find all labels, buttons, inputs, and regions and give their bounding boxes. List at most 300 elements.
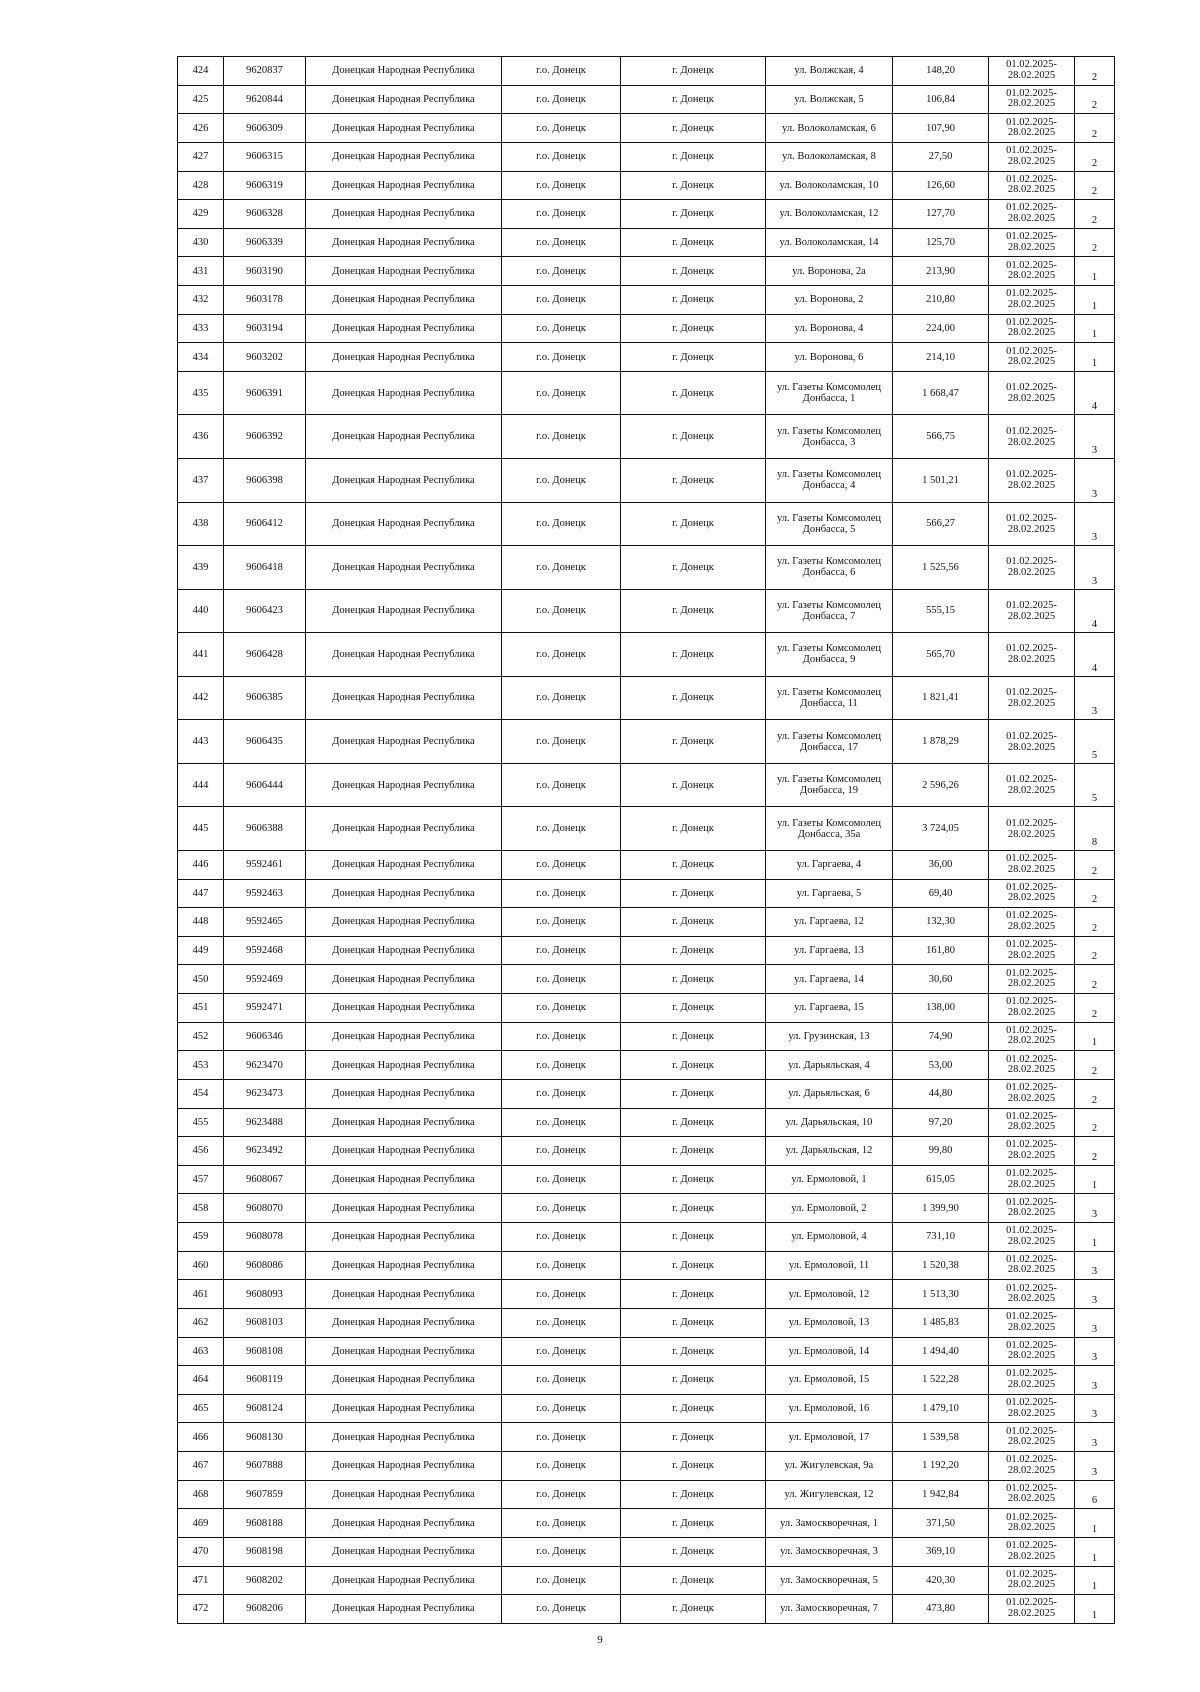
cell-code: 9623470 [224, 1051, 306, 1080]
cell-district: г.о. Донецк [502, 1595, 621, 1624]
cell-number: 432 [178, 286, 224, 315]
cell-address: ул. Ермоловой, 11 [766, 1251, 893, 1280]
cell-district: г.о. Донецк [502, 1137, 621, 1166]
cell-area: 1 942,84 [893, 1480, 989, 1509]
cell-code: 9608198 [224, 1537, 306, 1566]
cell-area: 1 668,47 [893, 371, 989, 415]
cell-count: 3 [1075, 1280, 1115, 1309]
cell-area: 555,15 [893, 589, 989, 633]
cell-number: 462 [178, 1308, 224, 1337]
cell-area: 69,40 [893, 879, 989, 908]
document-table [177, 56, 1115, 1624]
cell-address: ул. Гаргаева, 13 [766, 936, 893, 965]
cell-period: 01.02.2025-28.02.2025 [989, 415, 1075, 459]
cell-period: 01.02.2025-28.02.2025 [989, 114, 1075, 143]
cell-area: 566,75 [893, 415, 989, 459]
cell-period: 01.02.2025-28.02.2025 [989, 286, 1075, 315]
cell-count: 2 [1075, 936, 1115, 965]
table-row [178, 371, 1115, 415]
cell-number: 433 [178, 314, 224, 343]
cell-code: 9608119 [224, 1366, 306, 1395]
cell-count: 2 [1075, 114, 1115, 143]
table-row [178, 257, 1115, 286]
table-row [178, 807, 1115, 851]
cell-address: ул. Воронова, 6 [766, 343, 893, 372]
cell-area: 213,90 [893, 257, 989, 286]
cell-region: Донецкая Народная Республика [306, 589, 502, 633]
cell-period: 01.02.2025-28.02.2025 [989, 343, 1075, 372]
table-row [178, 1537, 1115, 1566]
cell-code: 9608124 [224, 1394, 306, 1423]
cell-count: 3 [1075, 1251, 1115, 1280]
table-row [178, 1566, 1115, 1595]
cell-period: 01.02.2025-28.02.2025 [989, 200, 1075, 229]
cell-count: 2 [1075, 142, 1115, 171]
table-row [178, 57, 1115, 86]
cell-number: 461 [178, 1280, 224, 1309]
table-row [178, 200, 1115, 229]
cell-count: 2 [1075, 200, 1115, 229]
table-row [178, 936, 1115, 965]
cell-address: ул. Замоскворечная, 1 [766, 1509, 893, 1538]
cell-period: 01.02.2025-28.02.2025 [989, 1480, 1075, 1509]
cell-district: г.о. Донецк [502, 1480, 621, 1509]
cell-district: г.о. Донецк [502, 1566, 621, 1595]
cell-address: ул. Газеты Комсомолец Донбасса, 1 [766, 371, 893, 415]
cell-number: 439 [178, 546, 224, 590]
cell-city: г. Донецк [621, 879, 766, 908]
cell-city: г. Донецк [621, 546, 766, 590]
cell-city: г. Донецк [621, 763, 766, 807]
cell-number: 467 [178, 1452, 224, 1481]
table-row [178, 1194, 1115, 1223]
cell-code: 9606346 [224, 1022, 306, 1051]
cell-address: ул. Ермоловой, 15 [766, 1366, 893, 1395]
cell-number: 471 [178, 1566, 224, 1595]
cell-address: ул. Газеты Комсомолец Донбасса, 19 [766, 763, 893, 807]
cell-count: 3 [1075, 1337, 1115, 1366]
cell-count: 2 [1075, 57, 1115, 86]
table-row [178, 1165, 1115, 1194]
cell-district: г.о. Донецк [502, 965, 621, 994]
cell-city: г. Донецк [621, 1194, 766, 1223]
table-row [178, 1280, 1115, 1309]
cell-count: 1 [1075, 1223, 1115, 1252]
cell-city: г. Донецк [621, 1165, 766, 1194]
cell-city: г. Донецк [621, 371, 766, 415]
cell-count: 5 [1075, 720, 1115, 764]
cell-number: 431 [178, 257, 224, 286]
cell-area: 1 878,29 [893, 720, 989, 764]
table-row [178, 1452, 1115, 1481]
cell-district: г.о. Донецк [502, 1337, 621, 1366]
cell-period: 01.02.2025-28.02.2025 [989, 1308, 1075, 1337]
cell-number: 458 [178, 1194, 224, 1223]
cell-district: г.о. Донецк [502, 1251, 621, 1280]
cell-area: 148,20 [893, 57, 989, 86]
cell-count: 1 [1075, 257, 1115, 286]
cell-period: 01.02.2025-28.02.2025 [989, 676, 1075, 720]
cell-code: 9608070 [224, 1194, 306, 1223]
cell-count: 2 [1075, 908, 1115, 937]
cell-code: 9603202 [224, 343, 306, 372]
table-row [178, 879, 1115, 908]
cell-number: 470 [178, 1537, 224, 1566]
cell-area: 53,00 [893, 1051, 989, 1080]
cell-city: г. Донецк [621, 965, 766, 994]
cell-city: г. Донецк [621, 114, 766, 143]
cell-number: 443 [178, 720, 224, 764]
cell-area: 224,00 [893, 314, 989, 343]
cell-code: 9606339 [224, 228, 306, 257]
cell-region: Донецкая Народная Республика [306, 200, 502, 229]
cell-address: ул. Дарьяльская, 12 [766, 1137, 893, 1166]
cell-count: 1 [1075, 314, 1115, 343]
cell-district: г.о. Донецк [502, 257, 621, 286]
cell-number: 447 [178, 879, 224, 908]
table-row [178, 458, 1115, 502]
cell-area: 107,90 [893, 114, 989, 143]
cell-count: 3 [1075, 1194, 1115, 1223]
table-row [178, 763, 1115, 807]
cell-code: 9608130 [224, 1423, 306, 1452]
cell-address: ул. Дарьяльская, 10 [766, 1108, 893, 1137]
table-row [178, 1223, 1115, 1252]
cell-count: 2 [1075, 1051, 1115, 1080]
cell-city: г. Донецк [621, 85, 766, 114]
cell-code: 9623488 [224, 1108, 306, 1137]
cell-area: 566,27 [893, 502, 989, 546]
cell-region: Донецкая Народная Республика [306, 343, 502, 372]
cell-region: Донецкая Народная Республика [306, 171, 502, 200]
cell-number: 465 [178, 1394, 224, 1423]
cell-region: Донецкая Народная Республика [306, 1280, 502, 1309]
cell-area: 126,60 [893, 171, 989, 200]
table-row [178, 142, 1115, 171]
cell-count: 3 [1075, 1366, 1115, 1395]
cell-address: ул. Газеты Комсомолец Донбасса, 9 [766, 633, 893, 677]
cell-city: г. Донецк [621, 228, 766, 257]
cell-city: г. Донецк [621, 1308, 766, 1337]
cell-district: г.о. Донецк [502, 57, 621, 86]
cell-area: 1 494,40 [893, 1337, 989, 1366]
cell-region: Донецкая Народная Республика [306, 85, 502, 114]
cell-region: Донецкая Народная Республика [306, 1337, 502, 1366]
cell-number: 451 [178, 994, 224, 1023]
cell-number: 434 [178, 343, 224, 372]
cell-city: г. Донецк [621, 458, 766, 502]
cell-region: Донецкая Народная Республика [306, 1308, 502, 1337]
cell-number: 425 [178, 85, 224, 114]
cell-count: 3 [1075, 1308, 1115, 1337]
cell-address: ул. Ермоловой, 12 [766, 1280, 893, 1309]
cell-region: Донецкая Народная Республика [306, 1537, 502, 1566]
cell-region: Донецкая Народная Республика [306, 633, 502, 677]
cell-city: г. Донецк [621, 633, 766, 677]
cell-number: 445 [178, 807, 224, 851]
cell-number: 450 [178, 965, 224, 994]
cell-address: ул. Замоскворечная, 3 [766, 1537, 893, 1566]
cell-count: 1 [1075, 1537, 1115, 1566]
cell-number: 454 [178, 1079, 224, 1108]
cell-district: г.о. Донецк [502, 502, 621, 546]
cell-address: ул. Жигулевская, 12 [766, 1480, 893, 1509]
cell-address: ул. Гаргаева, 15 [766, 994, 893, 1023]
cell-region: Донецкая Народная Республика [306, 720, 502, 764]
cell-code: 9606315 [224, 142, 306, 171]
cell-city: г. Донецк [621, 807, 766, 851]
cell-period: 01.02.2025-28.02.2025 [989, 1251, 1075, 1280]
cell-region: Донецкая Народная Республика [306, 1051, 502, 1080]
cell-period: 01.02.2025-28.02.2025 [989, 1509, 1075, 1538]
cell-number: 441 [178, 633, 224, 677]
cell-region: Донецкая Народная Республика [306, 546, 502, 590]
cell-area: 473,80 [893, 1595, 989, 1624]
cell-code: 9608086 [224, 1251, 306, 1280]
cell-area: 1 539,58 [893, 1423, 989, 1452]
cell-code: 9606328 [224, 200, 306, 229]
cell-code: 9608188 [224, 1509, 306, 1538]
cell-address: ул. Газеты Комсомолец Донбасса, 5 [766, 502, 893, 546]
table-row [178, 1137, 1115, 1166]
cell-code: 9592468 [224, 936, 306, 965]
table-row [178, 1423, 1115, 1452]
cell-city: г. Донецк [621, 1337, 766, 1366]
cell-code: 9606418 [224, 546, 306, 590]
cell-city: г. Донецк [621, 1566, 766, 1595]
cell-region: Донецкая Народная Республика [306, 1423, 502, 1452]
cell-district: г.о. Донецк [502, 1423, 621, 1452]
cell-district: г.о. Донецк [502, 1223, 621, 1252]
cell-district: г.о. Донецк [502, 807, 621, 851]
cell-district: г.о. Донецк [502, 171, 621, 200]
cell-area: 125,70 [893, 228, 989, 257]
cell-address: ул. Замоскворечная, 7 [766, 1595, 893, 1624]
cell-city: г. Донецк [621, 850, 766, 879]
cell-code: 9603190 [224, 257, 306, 286]
cell-district: г.о. Донецк [502, 676, 621, 720]
cell-region: Донецкая Народная Республика [306, 850, 502, 879]
cell-count: 3 [1075, 1452, 1115, 1481]
cell-code: 9592461 [224, 850, 306, 879]
cell-address: ул. Ермоловой, 2 [766, 1194, 893, 1223]
cell-period: 01.02.2025-28.02.2025 [989, 1165, 1075, 1194]
cell-region: Донецкая Народная Республика [306, 228, 502, 257]
cell-city: г. Донецк [621, 1595, 766, 1624]
cell-number: 449 [178, 936, 224, 965]
cell-city: г. Донецк [621, 200, 766, 229]
cell-number: 448 [178, 908, 224, 937]
cell-period: 01.02.2025-28.02.2025 [989, 1423, 1075, 1452]
cell-address: ул. Волжская, 4 [766, 57, 893, 86]
table-row [178, 171, 1115, 200]
cell-code: 9608202 [224, 1566, 306, 1595]
cell-period: 01.02.2025-28.02.2025 [989, 936, 1075, 965]
cell-region: Донецкая Народная Республика [306, 807, 502, 851]
cell-city: г. Донецк [621, 1051, 766, 1080]
cell-region: Донецкая Народная Республика [306, 314, 502, 343]
cell-number: 463 [178, 1337, 224, 1366]
cell-period: 01.02.2025-28.02.2025 [989, 85, 1075, 114]
cell-district: г.о. Донецк [502, 343, 621, 372]
cell-code: 9608067 [224, 1165, 306, 1194]
table-row [178, 502, 1115, 546]
cell-address: ул. Волжская, 5 [766, 85, 893, 114]
cell-number: 442 [178, 676, 224, 720]
cell-number: 459 [178, 1223, 224, 1252]
cell-period: 01.02.2025-28.02.2025 [989, 994, 1075, 1023]
cell-address: ул. Волоколамская, 8 [766, 142, 893, 171]
table-row [178, 676, 1115, 720]
cell-city: г. Донецк [621, 589, 766, 633]
cell-code: 9607859 [224, 1480, 306, 1509]
cell-district: г.о. Донецк [502, 1366, 621, 1395]
cell-period: 01.02.2025-28.02.2025 [989, 633, 1075, 677]
cell-period: 01.02.2025-28.02.2025 [989, 879, 1075, 908]
cell-district: г.о. Донецк [502, 1051, 621, 1080]
cell-count: 3 [1075, 1423, 1115, 1452]
cell-area: 74,90 [893, 1022, 989, 1051]
cell-region: Донецкая Народная Республика [306, 57, 502, 86]
cell-count: 5 [1075, 763, 1115, 807]
cell-region: Донецкая Народная Республика [306, 1366, 502, 1395]
cell-count: 3 [1075, 458, 1115, 502]
cell-period: 01.02.2025-28.02.2025 [989, 1051, 1075, 1080]
cell-period: 01.02.2025-28.02.2025 [989, 1022, 1075, 1051]
cell-address: ул. Газеты Комсомолец Донбасса, 11 [766, 676, 893, 720]
cell-area: 371,50 [893, 1509, 989, 1538]
cell-address: ул. Ермоловой, 13 [766, 1308, 893, 1337]
cell-city: г. Донецк [621, 1480, 766, 1509]
cell-district: г.о. Донецк [502, 994, 621, 1023]
cell-address: ул. Газеты Комсомолец Донбасса, 7 [766, 589, 893, 633]
cell-code: 9606392 [224, 415, 306, 459]
table-row [178, 1394, 1115, 1423]
cell-district: г.о. Донецк [502, 114, 621, 143]
cell-region: Донецкая Народная Республика [306, 936, 502, 965]
cell-region: Донецкая Народная Республика [306, 1223, 502, 1252]
cell-area: 97,20 [893, 1108, 989, 1137]
cell-period: 01.02.2025-28.02.2025 [989, 1223, 1075, 1252]
cell-period: 01.02.2025-28.02.2025 [989, 502, 1075, 546]
cell-district: г.о. Донецк [502, 85, 621, 114]
cell-code: 9606385 [224, 676, 306, 720]
cell-city: г. Донецк [621, 1137, 766, 1166]
cell-district: г.о. Донецк [502, 1194, 621, 1223]
cell-number: 468 [178, 1480, 224, 1509]
cell-city: г. Донецк [621, 1537, 766, 1566]
cell-count: 3 [1075, 676, 1115, 720]
cell-period: 01.02.2025-28.02.2025 [989, 1537, 1075, 1566]
cell-region: Донецкая Народная Республика [306, 965, 502, 994]
cell-period: 01.02.2025-28.02.2025 [989, 142, 1075, 171]
cell-count: 2 [1075, 994, 1115, 1023]
cell-area: 44,80 [893, 1079, 989, 1108]
cell-district: г.о. Донецк [502, 720, 621, 764]
cell-count: 1 [1075, 286, 1115, 315]
cell-period: 01.02.2025-28.02.2025 [989, 965, 1075, 994]
cell-city: г. Донецк [621, 343, 766, 372]
cell-address: ул. Волоколамская, 6 [766, 114, 893, 143]
cell-address: ул. Замоскворечная, 5 [766, 1566, 893, 1595]
cell-district: г.о. Донецк [502, 200, 621, 229]
cell-number: 436 [178, 415, 224, 459]
cell-area: 1 501,21 [893, 458, 989, 502]
cell-number: 424 [178, 57, 224, 86]
cell-address: ул. Гаргаева, 14 [766, 965, 893, 994]
cell-period: 01.02.2025-28.02.2025 [989, 1394, 1075, 1423]
cell-number: 435 [178, 371, 224, 415]
table-row [178, 965, 1115, 994]
cell-number: 440 [178, 589, 224, 633]
cell-region: Донецкая Народная Республика [306, 763, 502, 807]
table-row [178, 228, 1115, 257]
cell-period: 01.02.2025-28.02.2025 [989, 1452, 1075, 1481]
cell-count: 2 [1075, 171, 1115, 200]
cell-address: ул. Грузинская, 13 [766, 1022, 893, 1051]
cell-period: 01.02.2025-28.02.2025 [989, 57, 1075, 86]
cell-area: 369,10 [893, 1537, 989, 1566]
cell-area: 161,80 [893, 936, 989, 965]
cell-district: г.о. Донецк [502, 1165, 621, 1194]
cell-code: 9623492 [224, 1137, 306, 1166]
table-row [178, 1509, 1115, 1538]
cell-number: 452 [178, 1022, 224, 1051]
cell-city: г. Донецк [621, 936, 766, 965]
cell-period: 01.02.2025-28.02.2025 [989, 1137, 1075, 1166]
cell-number: 472 [178, 1595, 224, 1624]
cell-code: 9606319 [224, 171, 306, 200]
cell-number: 427 [178, 142, 224, 171]
cell-address: ул. Газеты Комсомолец Донбасса, 4 [766, 458, 893, 502]
table-row [178, 1079, 1115, 1108]
cell-district: г.о. Донецк [502, 936, 621, 965]
table-row [178, 1108, 1115, 1137]
cell-region: Донецкая Народная Республика [306, 114, 502, 143]
cell-district: г.о. Донецк [502, 371, 621, 415]
cell-code: 9608093 [224, 1280, 306, 1309]
cell-code: 9606388 [224, 807, 306, 851]
cell-number: 469 [178, 1509, 224, 1538]
cell-city: г. Донецк [621, 1079, 766, 1108]
cell-code: 9623473 [224, 1079, 306, 1108]
cell-district: г.о. Донецк [502, 1452, 621, 1481]
cell-area: 36,00 [893, 850, 989, 879]
cell-code: 9603194 [224, 314, 306, 343]
cell-code: 9608103 [224, 1308, 306, 1337]
cell-number: 453 [178, 1051, 224, 1080]
cell-count: 2 [1075, 879, 1115, 908]
cell-city: г. Донецк [621, 257, 766, 286]
table-row [178, 1251, 1115, 1280]
cell-period: 01.02.2025-28.02.2025 [989, 720, 1075, 764]
cell-address: ул. Волоколамская, 10 [766, 171, 893, 200]
cell-region: Донецкая Народная Республика [306, 1509, 502, 1538]
cell-city: г. Донецк [621, 1223, 766, 1252]
cell-count: 3 [1075, 502, 1115, 546]
cell-area: 1 192,20 [893, 1452, 989, 1481]
table-row [178, 1022, 1115, 1051]
cell-period: 01.02.2025-28.02.2025 [989, 1280, 1075, 1309]
cell-count: 6 [1075, 1480, 1115, 1509]
cell-code: 9603178 [224, 286, 306, 315]
cell-count: 2 [1075, 228, 1115, 257]
cell-city: г. Донецк [621, 1108, 766, 1137]
cell-code: 9606423 [224, 589, 306, 633]
cell-number: 438 [178, 502, 224, 546]
table-row [178, 1308, 1115, 1337]
cell-city: г. Донецк [621, 994, 766, 1023]
